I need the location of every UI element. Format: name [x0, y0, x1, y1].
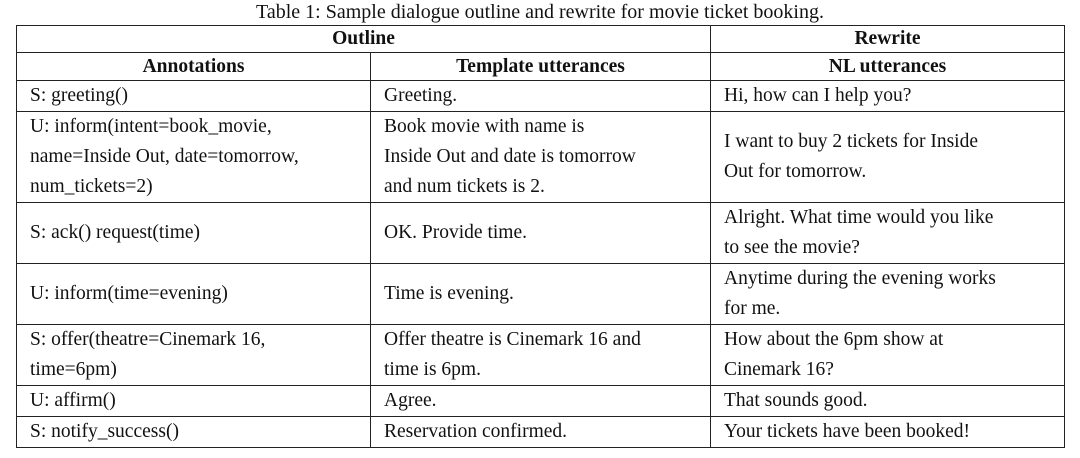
template-utterance-cell: [371, 386, 711, 417]
header-rewrite: Rewrite: [711, 26, 1065, 53]
template-utterance-cell: [371, 203, 711, 264]
cell-text-line: Out for tomorrow.: [724, 161, 867, 182]
annotation-cell: [17, 417, 371, 448]
cell-text-line: U: affirm(): [30, 390, 116, 411]
dialogue-table: [16, 25, 1065, 448]
cell-text-line: Your tickets have been booked!: [724, 421, 971, 442]
table-caption: Table 1: Sample dialogue outline and rewrite for movie ticket booking.: [256, 1, 824, 23]
cell-text-line: time=6pm): [30, 359, 117, 380]
template-utterance-cell: [371, 325, 711, 386]
table-row: [17, 112, 1065, 203]
cell-text-line: Alright. What time would you like: [724, 207, 994, 228]
template-utterance-cell: [371, 264, 711, 325]
nl-utterance-cell: [711, 264, 1065, 325]
annotation-cell: [17, 112, 371, 203]
cell-text-line: U: inform(intent=book_movie,: [30, 116, 272, 137]
header-nl-utterances: NL utterances: [711, 53, 1065, 81]
table-row: [17, 203, 1065, 264]
cell-text-line: for me.: [724, 298, 781, 319]
cell-text-line: S: notify_success(): [30, 421, 179, 442]
table-row: [17, 264, 1065, 325]
header-outline: Outline: [17, 26, 711, 53]
nl-utterance-cell: [711, 417, 1065, 448]
header-row-columns: [17, 53, 1065, 81]
nl-utterance-cell: [711, 112, 1065, 203]
cell-text-line: U: inform(time=evening): [30, 283, 228, 304]
table-row: [17, 325, 1065, 386]
table-row: [17, 417, 1065, 448]
table-row: [17, 81, 1065, 112]
cell-text-line: How about the 6pm show at: [724, 329, 944, 350]
cell-text-line: Inside Out and date is tomorrow: [384, 146, 636, 167]
cell-text-line: name=Inside Out, date=tomorrow,: [30, 146, 299, 167]
cell-text-line: num_tickets=2): [30, 176, 153, 197]
cell-text-line: S: offer(theatre=Cinemark 16,: [30, 329, 266, 350]
header-template-utterances: Template utterances: [371, 53, 711, 81]
annotation-cell: [17, 203, 371, 264]
cell-text-line: Anytime during the evening works: [724, 268, 996, 289]
template-utterance-cell: [371, 112, 711, 203]
annotation-cell: [17, 386, 371, 417]
cell-text-line: Cinemark 16?: [724, 359, 834, 380]
header-annotations: Annotations: [17, 53, 371, 81]
cell-text-line: S: ack() request(time): [30, 222, 201, 243]
annotation-cell: [17, 325, 371, 386]
cell-text-line: Hi, how can I help you?: [724, 85, 912, 106]
cell-text-line: time is 6pm.: [384, 359, 481, 380]
cell-text-line: Offer theatre is Cinemark 16 and: [384, 329, 641, 350]
table-body: [17, 81, 1065, 448]
cell-text-line: OK. Provide time.: [384, 222, 527, 243]
cell-text-line: Reservation confirmed.: [384, 421, 568, 442]
annotation-cell: [17, 81, 371, 112]
cell-text-line: and num tickets is 2.: [384, 176, 545, 197]
annotation-cell: [17, 264, 371, 325]
nl-utterance-cell: [711, 203, 1065, 264]
header-row-groups: [17, 26, 1065, 53]
table-row: [17, 386, 1065, 417]
cell-text-line: Book movie with name is: [384, 116, 585, 137]
template-utterance-cell: [371, 417, 711, 448]
cell-text-line: Greeting.: [384, 85, 458, 106]
template-utterance-cell: [371, 81, 711, 112]
nl-utterance-cell: [711, 81, 1065, 112]
nl-utterance-cell: [711, 386, 1065, 417]
cell-text-line: to see the movie?: [724, 237, 860, 258]
cell-text-line: I want to buy 2 tickets for Inside: [724, 131, 978, 152]
nl-utterance-cell: [711, 325, 1065, 386]
cell-text-line: Time is evening.: [384, 283, 514, 304]
cell-text-line: S: greeting(): [30, 85, 129, 106]
cell-text-line: Agree.: [384, 390, 437, 411]
cell-text-line: That sounds good.: [724, 390, 868, 411]
